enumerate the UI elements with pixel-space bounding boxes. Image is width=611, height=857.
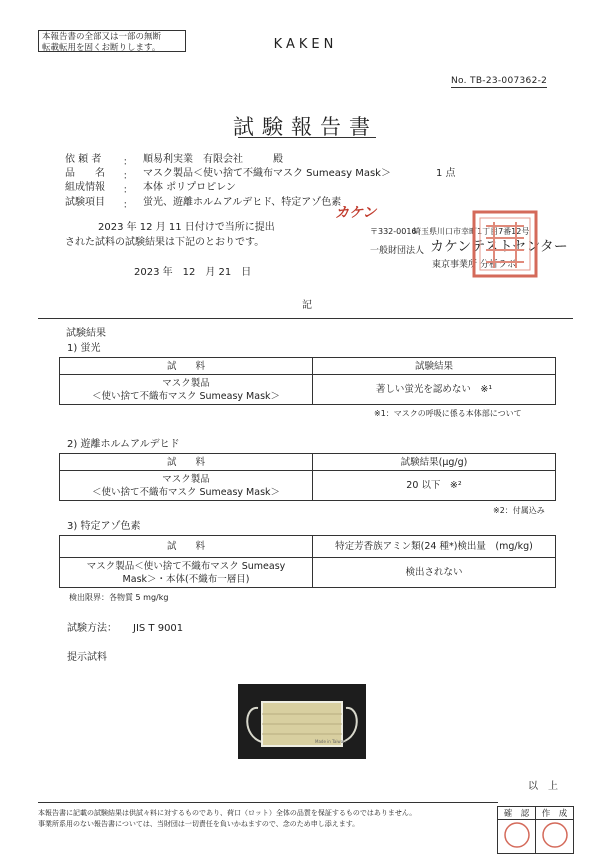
composition-value: 本体 ポリプロピレン [143,182,236,193]
sample-line-2: Mask＞・本体(不織布一層目) [122,573,250,585]
brand-name: KAKEN [273,37,338,52]
result-cell: 検出されない [313,558,556,588]
requester-value: 順易利実業 有限会社 殿 [143,154,283,165]
mask-label: Made in Taiwan [315,739,346,744]
mask-icon [238,684,366,759]
note-1: ※1：マスクの呼吸に係る本体部について [374,409,522,418]
col-result: 試験結果 [313,358,556,375]
intro-line-2: された試料の試験結果は下記のとおりです。 [65,237,265,248]
sample-line-2: ＜使い捨て不織布マスク Sumeasy Mask＞ [91,486,281,498]
section-2-heading: 2) 遊離ホルムアルデヒド [67,439,180,450]
product-label: 品 名 [65,168,105,179]
office-name: 東京事業所 [432,260,478,270]
col-result: 特定芳香族アミン類(24 種*)検出量 (mg/kg) [313,536,556,558]
sample-photo [238,684,366,759]
sample-cell [60,558,313,588]
sample-line-1: マスク製品 [162,377,210,389]
method-value: JIS T 9001 [133,623,184,634]
issuer-address: 埼玉県川口市幸町1丁目7番12号 [413,227,530,236]
page-title: 試験報告書 [233,115,378,139]
title-underline [238,137,376,138]
footer-divider [38,802,498,803]
separator: ： [123,157,133,168]
confirm-seal-icon [502,820,532,850]
lab-name: 分析ラボ [480,260,517,270]
create-seal [536,820,574,854]
ki-mark: 記 [302,300,312,311]
divider [38,318,573,319]
separator: ： [123,171,133,182]
quantity-value: 1 点 [436,168,456,179]
sample-heading: 提示試料 [67,652,107,663]
separator: ： [123,185,133,196]
col-sample: 試 料 [60,454,313,471]
method-label: 試験方法： [67,623,117,634]
items-label: 試験項目 [65,197,105,208]
intro-line-1: 2023 年 12 月 11 日付けで当所に提出 [98,222,275,233]
sample-cell [60,375,313,405]
official-seal-icon [472,210,538,278]
col-result: 試験結果(μg/g) [313,454,556,471]
document-number [451,76,547,88]
formaldehyde-table [59,453,556,501]
org-type: 一般財団法人 [370,246,425,256]
report-date: 2023 年 12 月 21 日 [134,267,252,278]
sample-line-1: マスク製品 [162,473,210,485]
separator: ： [123,200,133,211]
fluorescence-table [59,357,556,405]
kaken-logo: カケン [335,205,377,221]
disclaimer-line-2: 事業所系用のない報告書については、当財団は一切責任を負いかねますので、念のため申し添えます。 [38,820,360,828]
document-number-value: TB-23-007362-2 [470,76,548,86]
requester-label: 依 頼 者 [65,154,102,165]
sample-line-2: ＜使い捨て不織布マスク Sumeasy Mask＞ [91,390,281,402]
approval-table [497,806,574,854]
org-name: カケンテストセンター [430,239,568,255]
confirm-header: 確 認 [498,807,536,820]
create-seal-icon [540,820,570,850]
confirm-seal [498,820,536,854]
sample-cell [60,471,313,501]
col-sample: 試 料 [60,358,313,375]
product-value: マスク製品＜使い捨て不織布マスク Sumeasy Mask＞ [143,168,391,179]
notice-line-1: 本報告書の全部又は一部の無断 [42,32,162,42]
results-heading: 試験結果 [66,328,106,339]
detection-limit: 検出限界：各物質 5 mg/kg [69,593,169,602]
section-1-heading: 1) 蛍光 [67,343,101,354]
result-cell: 著しい蛍光を認めない ※¹ [313,375,556,405]
items-value: 蛍光、遊離ホルムアルデヒド、特定アゾ色素 [143,197,342,208]
create-header: 作 成 [536,807,574,820]
notice-line-2: 転載転用を固くお断りします。 [42,43,161,53]
footer-disclaimer [38,808,416,830]
disclaimer-line-1: 本報告書に記載の試験結果は供試々料に対するものであり、荷口（ロット）全体の品質を保証するものではありません。 [38,809,417,817]
azo-dye-table [59,535,556,588]
note-2: ※2：付属込み [493,506,545,515]
end-mark: 以 上 [528,781,558,792]
composition-label: 組成情報 [65,182,105,193]
col-sample: 試 料 [60,536,313,558]
postal-code: 〒332-0016 [370,227,417,236]
result-cell: 20 以下 ※² [313,471,556,501]
document-number-label: No. [451,76,467,86]
section-3-heading: 3) 特定アゾ色素 [67,521,141,532]
sample-line-1: マスク製品＜使い捨て不織布マスク Sumeasy [86,560,286,572]
